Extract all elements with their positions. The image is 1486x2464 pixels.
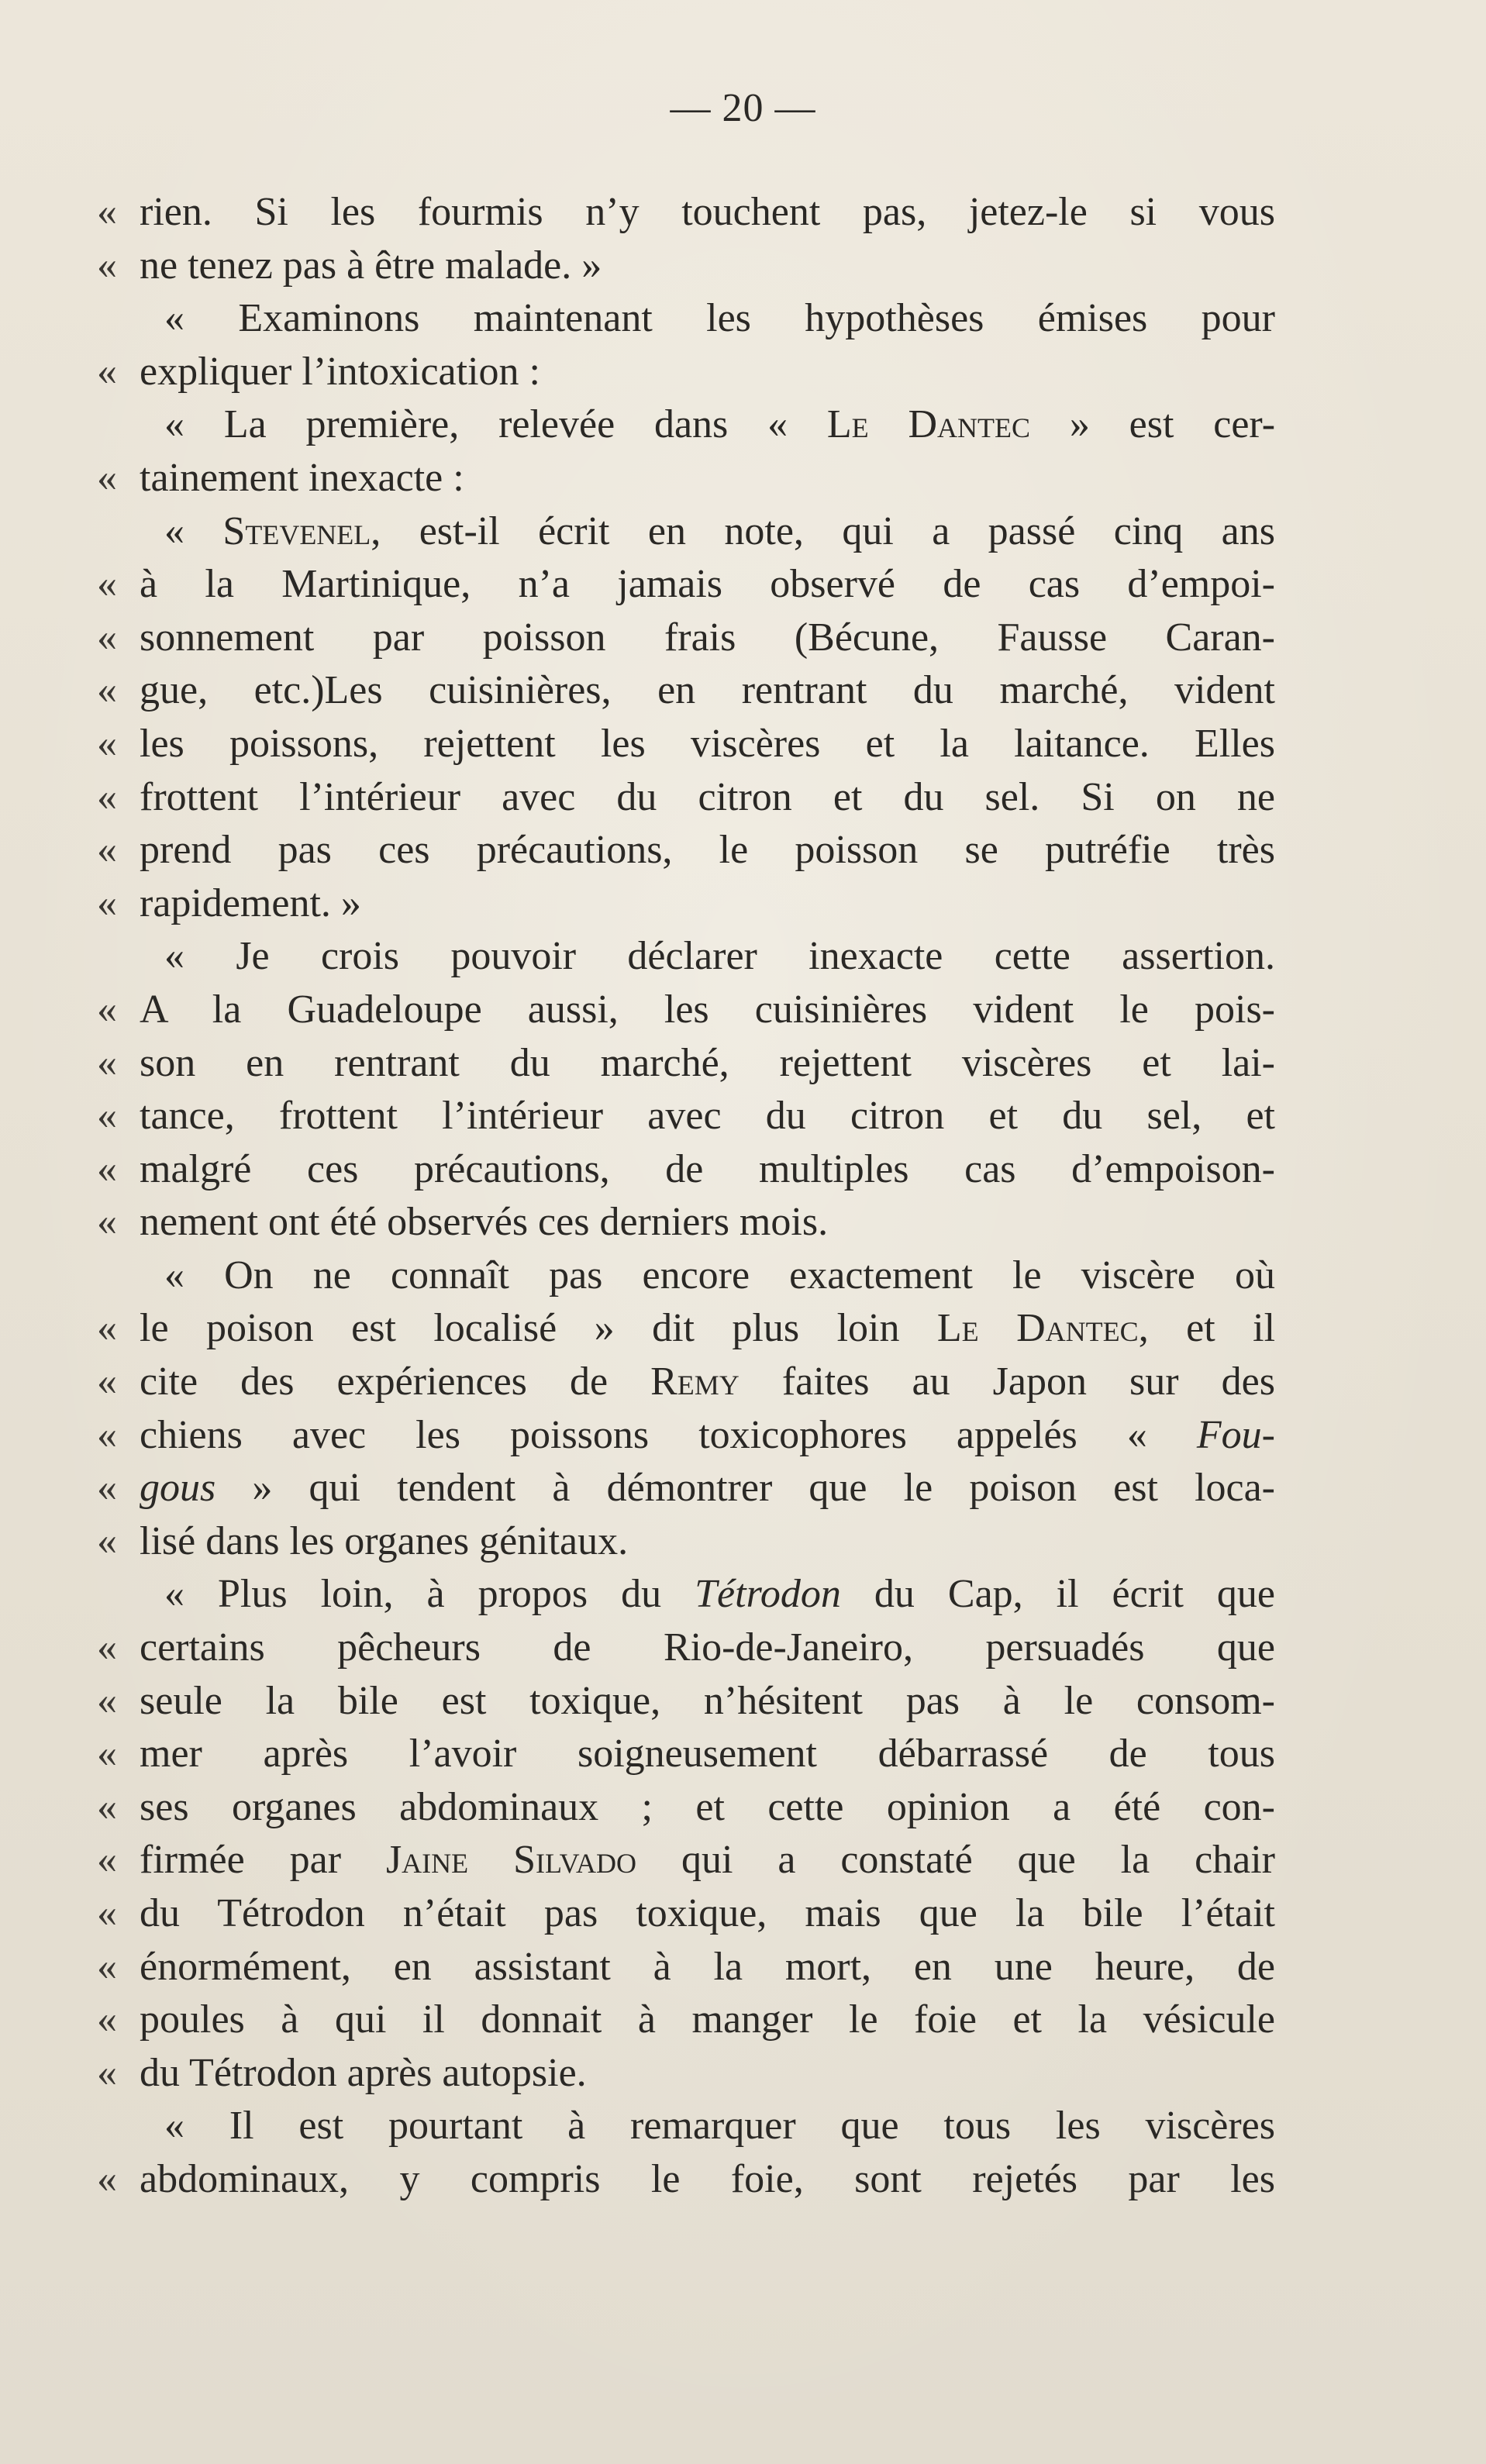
margin-quote-mark: « (97, 774, 117, 819)
text-run: « Je crois pouvoir déclarer inexacte cette assertion. (164, 934, 1275, 979)
margin-quote-mark: « (97, 2050, 117, 2095)
text-run: du Cap, il écrit que (840, 1572, 1275, 1617)
text-run: firmée par (140, 1838, 386, 1883)
text-run: rapidement. » (140, 880, 361, 925)
line-text (140, 452, 1275, 505)
text-run: expliquer l’intoxication : (140, 349, 540, 394)
line-text (164, 1249, 1275, 1303)
margin-quote-mark: « (97, 1306, 117, 1351)
text-line (0, 1941, 1486, 1994)
text-line (0, 2047, 1486, 2100)
text-run: « On ne connaît pas encore exactement le viscère où (164, 1253, 1275, 1297)
margin-quote-mark: « (97, 1944, 117, 1989)
text-run: abdominaux, y compris le foie, sont rejetés par les (140, 2156, 1275, 2201)
margin-quote-mark: « (97, 455, 117, 500)
line-text (164, 505, 1275, 559)
text-line (0, 1728, 1486, 1781)
line-text (140, 1834, 1275, 1887)
line-text (164, 930, 1275, 984)
text-line (0, 1515, 1486, 1569)
text-run: rien. Si les fourmis n’y touchent pas, jetez-le si vous (140, 190, 1275, 234)
text-line (0, 292, 1486, 346)
line-text (140, 1887, 1275, 1941)
text-line (0, 398, 1486, 452)
text-line (0, 1568, 1486, 1621)
line-text (140, 612, 1275, 665)
italic-term: gous (140, 1466, 216, 1511)
text-run: à la Martinique, n’a jamais observé de cas d’empoi- (140, 562, 1275, 607)
text-run: lisé dans les organes génitaux. (140, 1518, 629, 1563)
margin-quote-mark: « (97, 1360, 117, 1404)
line-text (140, 718, 1275, 771)
text-run: » qui tendent à démontrer que le poison est loca- (215, 1466, 1275, 1511)
line-text (164, 398, 1275, 452)
text-run: frottent l’intérieur avec du citron et du sel. Si on ne (140, 774, 1275, 819)
line-text (140, 771, 1275, 825)
line-text (140, 1143, 1275, 1197)
margin-quote-mark: « (97, 721, 117, 766)
margin-quote-mark: « (97, 1094, 117, 1139)
text-line (0, 771, 1486, 825)
text-line (0, 1037, 1486, 1091)
text-run: certains pêcheurs de Rio-de-Janeiro, persuadés que (140, 1625, 1275, 1670)
margin-quote-mark: « (97, 828, 117, 873)
text-run: , et il (1138, 1306, 1276, 1351)
text-run: énormément, en assistant à la mort, en une heure, de (140, 1944, 1275, 1989)
author-name: Le Dantec (826, 402, 1031, 447)
margin-quote-mark: « (97, 1200, 117, 1245)
text-run: « Il est pourtant à remarquer que tous les viscères (164, 2104, 1275, 2149)
text-run: nement ont été observés ces derniers mois. (140, 1200, 829, 1245)
author-name: Jaine Silvado (385, 1838, 637, 1883)
text-run: sonnement par poisson frais (Bécune, Fausse Caran- (140, 615, 1275, 660)
text-run: , est-il écrit en note, qui a passé cinq ans (371, 508, 1275, 553)
margin-quote-mark: « (97, 349, 117, 394)
line-text (140, 664, 1275, 718)
line-text (140, 240, 1275, 293)
text-line (0, 1462, 1486, 1515)
italic-term: Tétrodon (695, 1572, 841, 1617)
margin-quote-mark: « (97, 668, 117, 713)
line-text (140, 346, 1275, 399)
text-line (0, 1621, 1486, 1675)
line-text (140, 1941, 1275, 1994)
margin-quote-mark: « (97, 1146, 117, 1191)
text-line (0, 612, 1486, 665)
line-text (140, 1621, 1275, 1675)
line-text (140, 1675, 1275, 1728)
margin-quote-mark: « (97, 562, 117, 607)
text-run: gue, etc.)Les cuisinières, en rentrant du marché, vident (140, 668, 1275, 713)
line-text (140, 1356, 1275, 1409)
text-run: « (164, 508, 223, 553)
text-line (0, 2100, 1486, 2153)
line-text (140, 1409, 1275, 1463)
text-run: tance, frottent l’intérieur avec du citron et du sel, et (140, 1094, 1275, 1139)
text-run: « Plus loin, à propos du (164, 1572, 695, 1617)
text-line (0, 2153, 1486, 2207)
line-text (164, 1568, 1275, 1621)
margin-quote-mark: « (97, 1732, 117, 1776)
text-run: mer après l’avoir soigneusement débarrassé de tous (140, 1732, 1275, 1776)
margin-quote-mark: « (97, 243, 117, 288)
margin-quote-mark: « (97, 1997, 117, 2042)
text-line (0, 1834, 1486, 1887)
margin-quote-mark: « (97, 880, 117, 925)
italic-term: Fou- (1196, 1412, 1275, 1457)
text-run: du Tétrodon après autopsie. (140, 2050, 587, 2095)
text-run: ne tenez pas à être malade. » (140, 243, 602, 288)
text-run: poules à qui il donnait à manger le foie et la vésicule (140, 1997, 1275, 2042)
line-text (140, 1781, 1275, 1835)
margin-quote-mark: « (97, 2156, 117, 2201)
line-text (140, 984, 1275, 1037)
page-number: — 20 — (670, 86, 816, 130)
text-run: « La première, relevée dans « (164, 402, 827, 447)
author-name: Le Dantec (936, 1306, 1139, 1351)
line-text (140, 824, 1275, 877)
line-text (140, 558, 1275, 612)
margin-quote-mark: « (97, 1518, 117, 1563)
margin-quote-mark: « (97, 1625, 117, 1670)
margin-quote-mark: « (97, 1412, 117, 1457)
text-line (0, 824, 1486, 877)
line-text (140, 1196, 1275, 1249)
margin-quote-mark: « (97, 1891, 117, 1935)
text-run: du Tétrodon n’était pas toxique, mais que la bile l’était (140, 1891, 1275, 1935)
text-line (0, 1409, 1486, 1463)
text-line (0, 186, 1486, 240)
text-run: tainement inexacte : (140, 455, 464, 500)
text-line (0, 1675, 1486, 1728)
author-name: Stevenel (222, 508, 371, 553)
text-run: qui a constaté que la chair (636, 1838, 1276, 1883)
text-run: le poison est localisé » dit plus loin (140, 1306, 937, 1351)
line-text (140, 1302, 1275, 1356)
text-line (0, 1887, 1486, 1941)
text-run: chiens avec les poissons toxicophores appelés « (140, 1412, 1197, 1457)
text-line (0, 1781, 1486, 1835)
line-text (140, 186, 1275, 240)
line-text (140, 2153, 1275, 2207)
text-line (0, 930, 1486, 984)
line-text (140, 1728, 1275, 1781)
text-run: » est cer- (1030, 402, 1276, 447)
line-text (140, 1994, 1275, 2047)
margin-quote-mark: « (97, 1040, 117, 1085)
text-line (0, 452, 1486, 505)
line-text (164, 2100, 1275, 2153)
margin-quote-mark: « (97, 615, 117, 660)
text-line (0, 664, 1486, 718)
margin-quote-mark: « (97, 987, 117, 1032)
margin-quote-mark: « (97, 1838, 117, 1883)
margin-quote-mark: « (97, 190, 117, 234)
text-run: A la Guadeloupe aussi, les cuisinières vident le pois- (140, 987, 1275, 1032)
text-line (0, 718, 1486, 771)
author-name: Remy (650, 1360, 740, 1404)
text-run: les poissons, rejettent les viscères et la laitance. Elles (140, 721, 1275, 766)
text-line (0, 505, 1486, 559)
text-line (0, 346, 1486, 399)
text-line (0, 877, 1486, 931)
text-line (0, 558, 1486, 612)
line-text (140, 1462, 1275, 1515)
text-line (0, 984, 1486, 1037)
text-line (0, 1356, 1486, 1409)
text-line (0, 240, 1486, 293)
text-line (0, 1302, 1486, 1356)
text-run: seule la bile est toxique, n’hésitent pas à le consom- (140, 1678, 1275, 1723)
text-run: son en rentrant du marché, rejettent viscères et lai- (140, 1040, 1275, 1085)
text-line (0, 1090, 1486, 1143)
text-run: faites au Japon sur des (739, 1360, 1275, 1404)
line-text (140, 1090, 1275, 1143)
line-text (140, 1515, 1275, 1569)
text-line (0, 1196, 1486, 1249)
line-text (164, 292, 1275, 346)
line-text (140, 877, 1275, 931)
text-run: « Examinons maintenant les hypothèses émises pour (164, 296, 1275, 341)
page-body-text (0, 186, 1486, 2207)
text-run: ses organes abdominaux ; et cette opinion a été con- (140, 1784, 1275, 1829)
margin-quote-mark: « (97, 1466, 117, 1511)
line-text (140, 2047, 1275, 2100)
text-run: malgré ces précautions, de multiples cas d’empoison- (140, 1146, 1275, 1191)
line-text (140, 1037, 1275, 1091)
text-line (0, 1249, 1486, 1303)
text-line (0, 1143, 1486, 1197)
margin-quote-mark: « (97, 1678, 117, 1723)
text-run: cite des expériences de (140, 1360, 651, 1404)
text-line (0, 1994, 1486, 2047)
text-run: prend pas ces précautions, le poisson se putréfie très (140, 828, 1275, 873)
margin-quote-mark: « (97, 1784, 117, 1829)
